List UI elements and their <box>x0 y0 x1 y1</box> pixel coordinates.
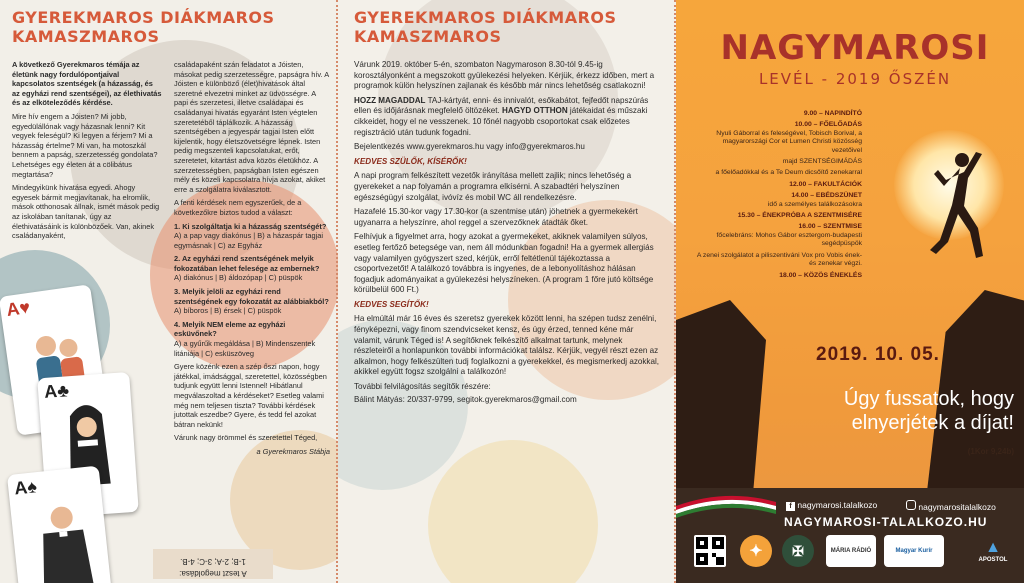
quiz-answers: A) a gyűrűk megáldása | B) Mindenszentek litániája | C) esküszöveg <box>174 339 316 358</box>
program-time: 9.00 – NAPINDÍTÓ <box>803 110 862 117</box>
program-desc: a főelőadókkal és a Te Deum dicsőítő zenekarral <box>715 169 862 177</box>
text-column-2 <box>174 60 330 461</box>
quiz-solution <box>153 549 273 579</box>
paragraph: A fenti kérdések nem egyszerűek, de a következőkre biztos tudod a választ: <box>174 198 302 217</box>
apostol-label: APOSTOL <box>978 557 1008 563</box>
paragraph: családapaként szán feladatot a Jóisten, másokat pedig szerzetességre, papságra hív. A Jóisten e különböző (élet)hivatások által szeretné elvezetni minket az üdvösségre. A papi és szerzetesi, illetve családapai és családanyai hivatás egyaránt Isten végtelen szeretetéből táplálkozik. A házasság szentségében a jegyespár tagjai Isten előtt kijelentik, hogy életszövetségre lépnek. Isten pedig megszenteli kapcsolatukat, erőt, szeretetet, kitartást adva közös életükhöz. A szerzetességben, papságban Isten egészen mély és közeli kapcsolatra hívja azokat, akiket erre a szolgálatra kiválasztott. <box>174 60 329 194</box>
leave-label: HAGYD OTTHON <box>502 106 568 116</box>
quiz-question: 4. Melyik NEM eleme az egyházi esküvőnek? <box>174 319 286 339</box>
runner-silhouette-icon <box>926 150 986 260</box>
question-block: Mire hív engem a Jóisten? Mi jobb, egyedülállónak vagy házasnak lenni? Kit vegyek feleségül? Ki legyen a férjem? Mi a házasság értelme? Mi van, ha motoszkál bennem a papság, szerzetesség gondolata? Lehetséges egy életen át a cölibátus megtartása? <box>12 111 158 179</box>
bg-blob <box>428 440 598 583</box>
panel-header: GYEREKMAROS DIÁKMAROS KAMASZMAROS <box>12 8 275 46</box>
quiz-question: 1. Ki szolgáltatja ki a házasság szentségét? <box>174 221 327 231</box>
facebook-icon: f <box>786 502 795 511</box>
program-desc: A zenei szolgálatot a piliszentiváni Vox pro Vobis ének- és zenekar végzi. <box>696 251 862 268</box>
quiz-answers: A) diakónus | B) áldozópap | C) püspök <box>174 273 303 283</box>
quote-line: Úgy fussatok, hogy <box>843 388 1014 410</box>
logo-apostol <box>976 535 1010 567</box>
instagram-icon <box>906 500 916 510</box>
hungarian-flag-ribbon-icon <box>676 488 776 518</box>
paragraph: Mindegyikünk hivatása egyedi. Ahogy egyesek bármit megjavítanak, ha elromlik, mások otthonosak állnak, ismét mások pedig az iskolában tanítanak, úgy az élethivatásáink is különbözőek. Van, akinek családanyaként, <box>12 183 160 241</box>
program-time: 18.00 – KÖZÖS ÉNEKLÉS <box>779 271 862 279</box>
paragraph: A napi program felkészített vezetők irányítása mellett zajlik; nincs lehetőség a gyerekeket a nap folyamán a programra elkísérni. A szabadtéri helyszínen egészségügyi szolgálat, ivóvíz és mobil WC áll rendelkezésre. <box>354 171 632 202</box>
intro-paragraph: A következő Gyerekmaros témája az életünk nagy fordulópontjaival kapcsolatos szentségek (a házasság, és az egyházi rend szentségei), az élethivatás és az elköteleződés kérdése. <box>12 60 162 108</box>
registration-link[interactable]: Bejelentkezés www.gyerekmaros.hu vagy info@gyerekmaros.hu <box>354 142 585 152</box>
seal-logo-icon: ✠ <box>782 535 814 567</box>
apostol-mark-icon: ▲ <box>985 539 1001 556</box>
paragraph: Felhívjuk a figyelmet arra, hogy azokat a gyermekeket, akiknek valamilyen súlyos, esetleg fertőző betegsége van, nem áll módunkban fogadni! Ha a gyermek allergiás vagy valamilyen gyógyszert szed, kérjük, erről feltétlenül tájékoztassa a csoportvezetőt! A találkozó továbbra is ingyenes, de a lebonyolításhoz hálásan fogadjuk adományaikat a gyülekezési helyszíneken. (A program 1 főre jutó költsége körülbelül 600 Ft.) <box>354 232 654 295</box>
playing-card-priest <box>7 466 113 583</box>
bible-quote <box>756 387 1014 435</box>
program-time: 16.00 – SZENTMISE <box>798 223 862 231</box>
logo-magyar-kurir: Magyar Kurír <box>884 535 944 567</box>
text-column-1 <box>12 60 162 245</box>
paragraph-bring <box>354 96 660 138</box>
event-date: 2019. 10. 05. <box>816 344 940 365</box>
star-logo-icon: ✦ <box>740 535 772 567</box>
solution-label: A teszt megoldása: <box>179 569 247 578</box>
program-time: 15.30 – ÉNEKPRÓBA A SZENTMISÉRE <box>737 212 862 220</box>
paragraph: Gyere közénk ezen a szép őszi napon, hogy játékkal, imádsággal, szeretettel, közösségben tudjunk együtt lenni Istennel! Hibátlanul megválaszoltad a kérdéseket? Esetleg valami még nem teljesen tiszta? További kérdések jutottak eszedbe? Gyere, és tedd fel azokat bátran nekünk! <box>174 362 327 429</box>
quote-line: elnyerjétek a díjat! <box>851 412 1014 434</box>
signature: a Gyerekmaros Stábja <box>256 446 330 456</box>
paragraph: Várunk 2019. október 5-én, szombaton Nagymaroson 8.30-tól 9.45-ig korosztályonként a megszokott gyülekezési helyeken. Kérjük, érkezz időben, mert a programok külön helyszínen zajlanak és később már nincs lehetőség csatlakozni! <box>354 60 655 91</box>
section-heading-parents: KEDVES SZÜLŐK, KÍSÉRŐK! <box>354 156 467 166</box>
program-time: 12.00 – FAKULTÁCIÓK <box>789 180 862 188</box>
heart-icon: A♥ <box>5 296 32 321</box>
program-desc: Nyuli Gáborral és feleségével, Tobisch Borival, a magyarországi Cor et Lumen Christi közösség vezetőivel <box>716 129 862 154</box>
bring-label: HOZZ MAGADDAL <box>354 95 426 105</box>
program-time: 10.00 – FŐELŐADÁS <box>794 121 862 129</box>
paragraph: További felvilágosítás segítők részére: <box>354 382 491 392</box>
program-desc: főcelebráns: Mohos Gábor esztergom-budapesti segédpüspök <box>716 231 862 248</box>
panel-middle <box>338 0 676 583</box>
spade-icon: A♠ <box>13 476 38 499</box>
rock-left <box>676 300 766 500</box>
program-list <box>696 110 862 283</box>
paragraph: Hazafelé 15.30-kor vagy 17.30-kor (a szentmise után) jöhetnek a gyermekekért ugyanarra a helyszínre, ahol reggel a szervezőknek átadták őket. <box>354 207 638 227</box>
paragraph: Várunk nagy örömmel és szeretettel Téged, <box>174 433 318 443</box>
panel-header: GYEREKMAROS DIÁKMAROS KAMASZMAROS <box>354 8 617 46</box>
instagram-link[interactable] <box>906 500 996 512</box>
info-column <box>354 60 660 409</box>
quiz-answers: A) a pap vagy diakónus | B) a házaspár tagjai egymásnak | C) az Egyház <box>174 231 324 250</box>
solution-value: 1-B; 2-A; 3-C; 4-B. <box>180 557 246 566</box>
program-desc: idő a személyes találkozásokra <box>767 200 862 208</box>
contact-line[interactable]: Bálint Mátyás: 20/337-9799, segitok.gyerekmaros@gmail.com <box>354 394 577 404</box>
section-heading-helpers: KEDVES SEGÍTŐK! <box>354 299 429 309</box>
qr-code-icon <box>694 535 726 567</box>
main-title: NAGYMAROSI <box>720 28 990 68</box>
quiz-question: 2. Az egyházi rend szentségének melyik fokozatában lehet felesége az embernek? <box>174 254 320 273</box>
website-link[interactable]: NAGYMAROSI-TALALKOZO.HU <box>784 515 988 529</box>
facebook-link[interactable] <box>786 500 877 511</box>
quiz-question: 3. Melyik jelöli az egyházi rend szentségének egy fokozatát az alábbiakból? <box>174 287 329 306</box>
panel-right <box>676 0 1024 583</box>
facebook-handle: nagymarosi.talalkozo <box>797 500 878 510</box>
club-icon: A♣ <box>43 380 70 402</box>
instagram-handle: nagymarositalalkozo <box>918 502 996 512</box>
main-subtitle: LEVÉL - 2019 ŐSZÉN <box>758 70 952 88</box>
leave-text: játékaidat és műszaki cikkeidet, hogy el ne vesszenek. 10 főnél nagyobb csoportokat csak előzetes regisztráció után tudunk fogadni. <box>354 106 648 137</box>
program-desc: majd SZENTSÉGIMÁDÁS <box>782 158 862 166</box>
bible-reference: (1Kor 9,24b) <box>967 447 1014 456</box>
quiz-answers: A) bíboros | B) érsek | C) püspök <box>174 306 282 316</box>
bring-text: TAJ-kártyát, enni- és innivalót, esőkabátot, fejfedőt napszúrás ellen és időjárásnak megfelelő öltözéket. <box>354 95 649 116</box>
program-time: 14.00 – EBÉDSZÜNET <box>791 192 862 200</box>
logo-maria-radio: MÁRIA RÁDIÓ <box>826 535 876 567</box>
panel-left <box>0 0 338 583</box>
paragraph: Ha elmúltál már 16 éves és szeretsz gyerekek között lenni, ha szépen tudsz zenélni, fényképezni, vagy finom szendvicseket kensz, és úgy érzed, tenned kéne már valamit, várunk Téged is! A segítőknek felkészítő alkalmat tartunk, melynek részleteiről a honlapunkon további információkat találsz. Kérjük, vegyél részt ezen az alkalmon, hogy felkészülten tudj foglalkozni a gyerekekkel, és megismerkedj azokkal, akikkel együtt fogsz szolgálni a találkozón! <box>354 314 660 377</box>
